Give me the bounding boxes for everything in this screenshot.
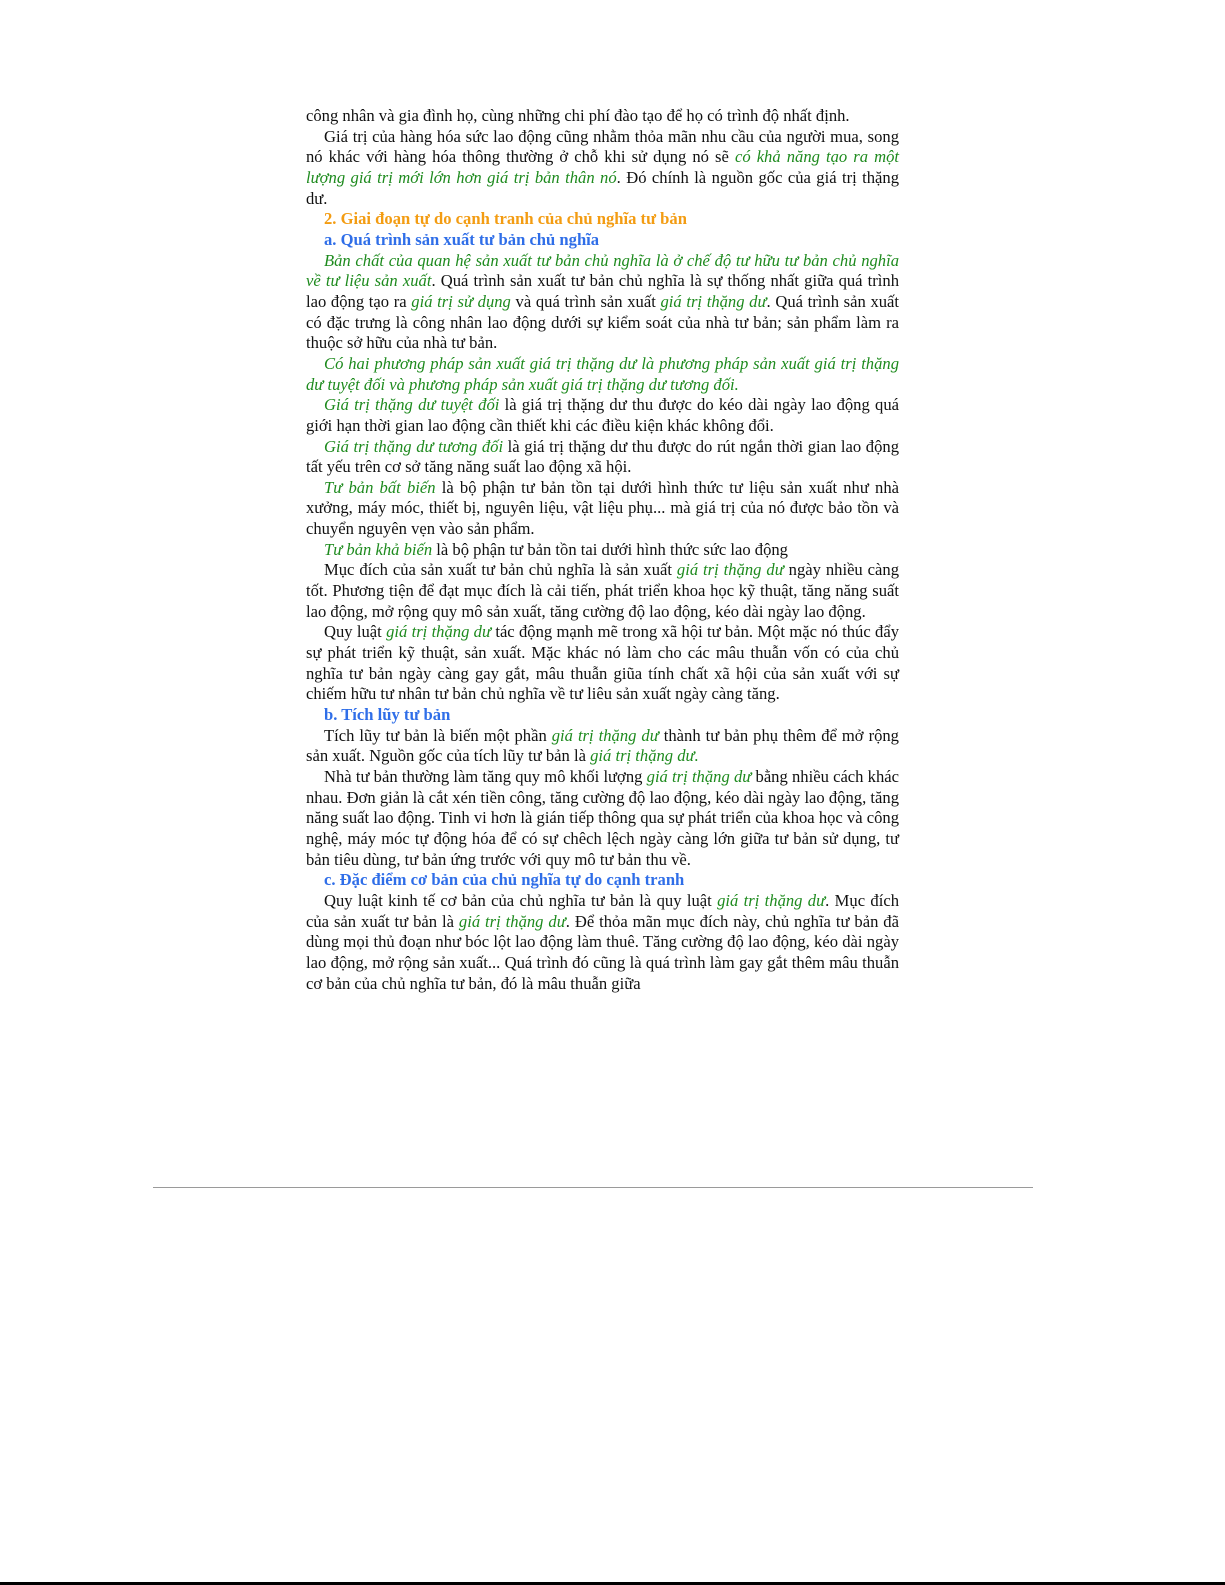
text-run: và quá trình sản xuất [510,291,661,311]
paragraph [306,726,899,767]
text-run: . Mục đích của sản xuất tư bản là [306,890,899,931]
text-run: ngày nhiều càng tốt. Phương tiện để đạt mục đích là cải tiến, phát triển khoa học kỹ thuật, tăng năng suất lao động, mở rộng quy mô sản xuất, tăng cường độ lao động, kéo dài ngày lao động. [306,560,899,621]
paragraph [306,127,899,210]
text-run: là giá trị thặng dư thu được do kéo dài ngày lao động quá giới hạn thời gian lao động cần thiết khi các điều kiện khác không đổi. [306,395,899,435]
emphasis-text: giá trị thặng dư [717,890,826,910]
paragraph [306,354,899,395]
subsection-heading: c. Đặc điểm cơ bản của chủ nghĩa tự do cạnh tranh [324,870,685,890]
emphasis-text: Bản chất của quan hệ sản xuất tư bản chủ nghĩa là ở chế độ tư hữu tư bản chủ nghĩa về tư liệu sản xuất [306,250,899,291]
emphasis-text: giá trị thặng dư [458,911,566,931]
emphasis-text: giá trị thặng dư [676,560,784,580]
text-run: Quy luật kinh tế cơ bản của chủ nghĩa tư bản là quy luật [324,890,718,910]
paragraph [306,767,899,870]
paragraph [306,395,899,436]
text-run: . Quá trình sản xuất có đặc trưng là công nhân lao động dưới sự kiểm soát của nhà tư bản; sản phẩm làm ra thuộc sở hữu của nhà tư bản. [306,291,900,353]
paragraph [306,106,899,127]
paragraph [306,437,899,478]
emphasis-text: có khả năng tạo ra một lượng giá trị mới lớn hơn giá trị bản thân nó [306,147,899,187]
text-run: Mục đích của sản xuất tư bản chủ nghĩa là sản xuất [324,560,677,580]
emphasis-text: Tư bản bất biến [324,477,436,497]
text-run: là bộ phận tư bản tồn tại dưới hình thức tư liệu sản xuất như nhà xưởng, máy móc, thiết bị, nguyên liệu, vật liệu phụ... mà giá trị của nó được bảo tồn và chuyển nguyên vẹn vào sản phẩm. [306,477,899,539]
text-run: Nhà tư bản thường làm tăng quy mô khối lượng [324,767,647,786]
emphasis-text: Giá trị thặng dư tuyệt đối [324,395,500,415]
paragraph [306,560,899,622]
emphasis-text: Có hai phương pháp sản xuất giá trị thặng dư là phương pháp sản xuất giá trị thặng dư tuyệt đối và phương pháp sản xuất giá trị thặng dư tương đối. [306,353,899,394]
paragraph [306,891,899,994]
text-run: là bộ phận tư bản tồn tai dưới hình thức sức lao động [432,539,788,559]
text-run: thành tư bản phụ thêm để mở rộng sản xuất. Nguồn gốc của tích lũy tư bản là [306,725,899,766]
text-run: Quy luật [324,622,387,642]
emphasis-text: giá trị sử dụng [411,291,511,311]
emphasis-text: giá trị thặng dư [551,725,659,745]
emphasis-text: giá trị thặng dư [660,291,767,311]
subsection-heading: b. Tích lũy tư bản [324,705,451,725]
paragraph [306,251,899,354]
page-text [306,106,899,994]
text-run: . Quá trình sản xuất tư bản chủ nghĩa là sự thống nhất giữa quá trình lao động tạo ra [306,271,899,311]
emphasis-text: giá trị thặng dư [386,622,492,642]
subsection-heading: a. Quá trình sản xuất tư bản chủ nghĩa [324,229,600,249]
emphasis-text: giá trị thặng dư. [590,746,699,766]
emphasis-text: giá trị thặng dư [646,767,752,786]
text-run: Tích lũy tư bản là biến một phần [324,725,552,745]
text-run: công nhân và gia đình họ, cùng những chi phí đào tạo để họ có trình độ nhất định. [306,106,850,125]
emphasis-text: Giá trị thặng dư tương đối [324,436,504,456]
page-separator-line [153,1187,1033,1188]
text-run: bằng nhiều cách khác nhau. Đơn giản là cắt xén tiền công, tăng cường độ lao động, kéo dài ngày lao động, tăng năng suất lao động. Tinh vi hơn là gián tiếp thông qua sự phát triển của khoa học và công nghệ, máy móc tự động hóa để có sự chêch lệch ngày càng lớn giữa tư bản sử dụng, tư bản tiêu dùng, tư bản ứng trước với quy mô tư bản thu về. [306,767,900,869]
emphasis-text: Tư bản khả biến [324,539,433,559]
text-run: Giá trị của hàng hóa sức lao động cũng nhằm thỏa mãn nhu cầu của người mua, song nó khác với hàng hóa thông thường ở chỗ khi sử dụng nó sẽ [306,126,899,167]
section-heading: 2. Giai đoạn tự do cạnh tranh của chủ nghĩa tư bản [324,209,687,229]
paragraph [306,540,899,561]
paragraph [306,478,899,540]
text-run: là giá trị thặng dư thu được do rút ngắn thời gian lao động tất yếu trên cơ sở tăng năng suất lao động xã hội. [306,436,899,477]
text-run: . Đó chính là nguồn gốc của giá trị thặng dư. [306,167,899,208]
text-run: . Để thỏa mãn mục đích này, chủ nghĩa tư bản đã dùng mọi thủ đoạn như bóc lột lao động làm thuê. Tăng cường độ lao động, kéo dài ngày lao động, mở rộng sản xuất... Quá trình đó cũng là quá trình làm gay gắt thêm mâu thuẫn cơ bản của chủ nghĩa tư bản, đó là mâu thuẫn giữa [306,911,899,993]
paragraph [306,622,899,705]
text-run: tác động mạnh mẽ trong xã hội tư bản. Một mặc nó thúc đẩy sự phát triển kỹ thuật, sản xuất. Mặc khác nó làm cho các mâu thuẫn vốn có của chủ nghĩa tư bản ngày càng gay gắt, mâu thuẫn giũa tính chất xã hội của sản xuất với sự chiếm hữu tư nhân tư bản chủ nghĩa về tư liêu sản xuất ngày càng tăng. [306,622,899,704]
